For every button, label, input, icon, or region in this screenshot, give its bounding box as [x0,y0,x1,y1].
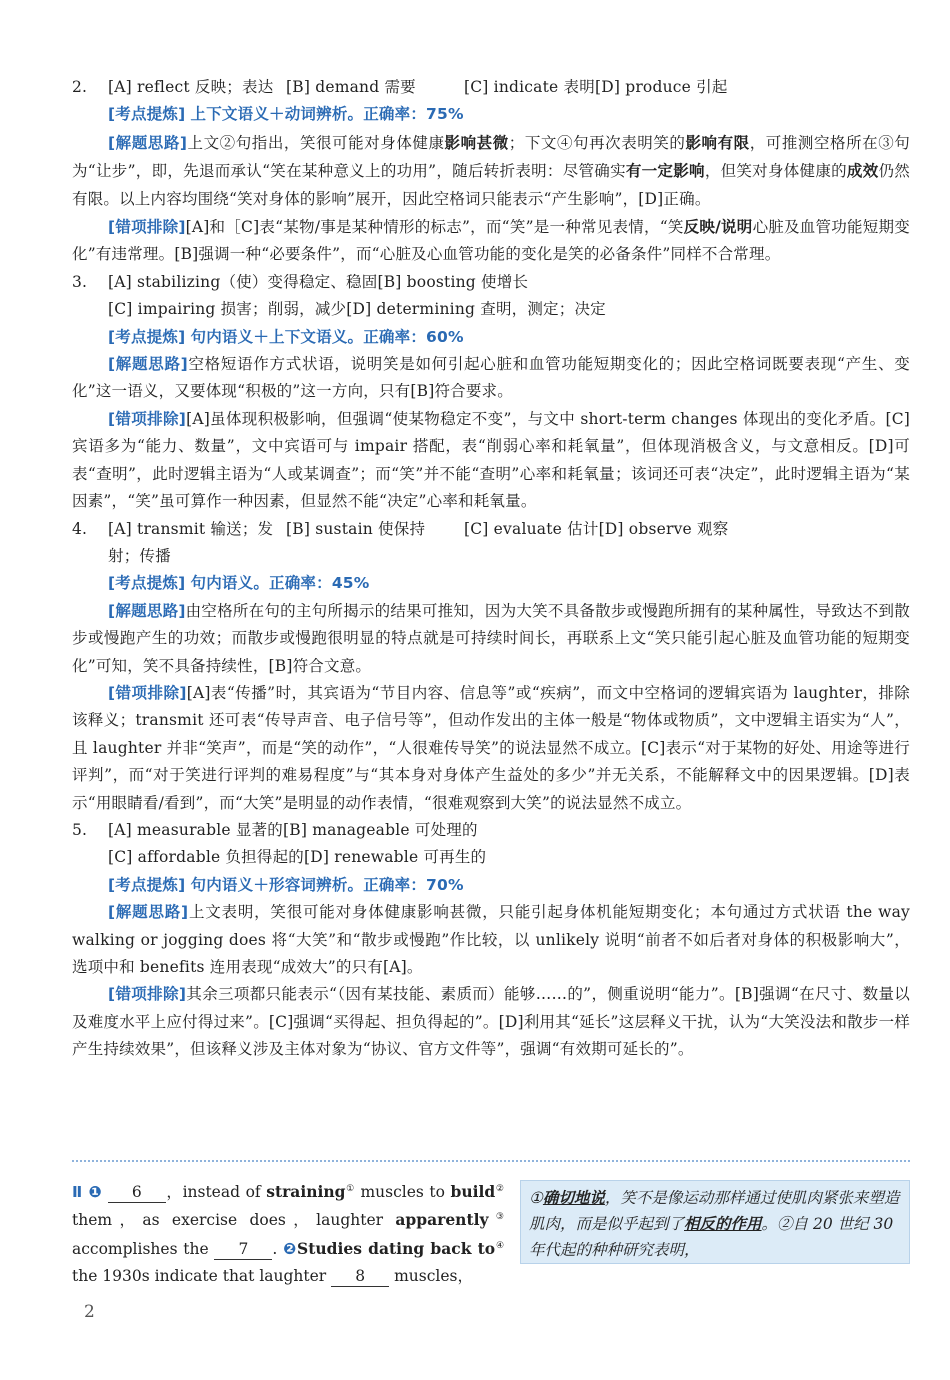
jieti-tag: [解题思路] [108,133,188,152]
footnote-mark: ① [345,1183,355,1194]
passage-text: ，instead of [165,1183,261,1201]
q3-option-a: [A] stabilizing（使）变得稳定、稳固 [108,272,378,291]
kaodian-tag: [考点提炼] [108,327,186,346]
keyword: straining [266,1182,346,1201]
note-text: 。②自 20 世纪 30 年代起的种种研究表明， [529,1215,894,1259]
q2-option-a: [A] reflect 反映；表达 [108,78,274,96]
q5-option-d: [D] renewable 可再生的 [303,848,487,867]
kaodian-tag: [考点提炼] [108,105,186,124]
q5-option-a: [A] measurable 显著的 [108,820,283,839]
q4-cuoxiang-text: [A]表“传播”时，其宾语为“节目内容、信息等”或“疾病”，而文中空格词的逻辑宾语为 laughter，排除该释义；transmit 还可表“传导声音、电子信号等”，但动作发出的主体一般是“物体或物质”，文中逻辑主语实为“人”，且 laughter 并非“笑声”，而是“笑的动作”，“人很难传导笑”的说法显然不成立。[C]表示“对于某物的好处、用途等进行评判”，而“对于笑进行评判的难易程度”与“其本身对身体产生益处的多少”并无关系，不能解释文中的因果逻辑。[D]表示“用眼睛看/看到”，而“大笑”是明显的动作表情，“很难观察到大笑”的说法显然不成立。 [72,683,910,812]
q2-option-c: [C] indicate 表明 [464,78,595,96]
q2-kaodian-text: 上下文语义＋动词辨析。正确率：75% [190,105,464,124]
passage-text: accomplishes the [72,1239,209,1258]
q5-cuoxiang [72,981,910,1063]
q4-option-b: [B] sustain 使保持 [286,519,426,538]
q5-kaodian-text: 句内语义＋形容词辨析。正确率：70% [190,875,464,894]
q5-option-c: [C] affordable 负担得起的 [108,848,304,867]
q3-number: 3. [72,272,88,291]
q4-options [72,516,910,571]
q3-option-b: [B] boosting 使增长 [377,272,529,291]
cuoxiang-tag: [错项排除] [108,985,187,1004]
q2-jieti-text: 上文②句指出，笑很可能对身体健康 [187,133,445,152]
q2-options [72,74,910,101]
q4-jieti-text: 由空格所在句的主句所揭示的结果可推知，因为大笑不具备散步或慢跑所拥有的某种属性，导致达不到散步或慢跑产生的功效；而散步或慢跑很明显的特点就是可持续时间长，再联系上文“笑只能引起心脏及血管功能的短期变化”可知，笑不具备持续性，[B]符合文意。 [72,601,910,675]
footnote-mark: ③ [488,1212,504,1223]
q5-number: 5. [72,820,88,839]
q2-jieti-bold: 成效 [846,161,879,181]
note-underlined: 相反的作用 [684,1214,762,1233]
q2-cuoxiang-text: 心脏及血管功能短期变化”有违常理。[B]强调一种“必要条件”，而“心脏及心血管功能的变化是笑的必备条件”同样不合常理。 [72,218,910,264]
q3-jieti [72,351,910,406]
keyword: Studies dating back to [297,1238,496,1258]
passage-text: muscles， [394,1267,473,1286]
blank-7[interactable]: 7 [214,1239,272,1260]
q2-jieti-text: ；下文④句再次表明笑的 [508,133,686,152]
sentence-marker-2: ❷ [283,1239,297,1258]
q3-options-row1 [72,269,910,296]
passage-text: muscles to [360,1183,445,1201]
q2-cuoxiang [72,213,910,269]
jieti-tag: [解题思路] [108,355,188,374]
q3-kaodian [72,324,910,351]
q2-jieti-bold: 影响有限 [685,132,750,152]
q5-options-row2 [72,844,910,871]
q2-number: 2. [72,78,88,96]
q2-option-d: [D] produce 引起 [594,78,728,96]
section-divider [72,1160,910,1162]
q2-option-b: [B] demand 需要 [286,78,416,96]
q2-jieti-text: 仍然有限。以上内容均围绕“笑对身体的影响”展开，因此空格词只能表示“产生影响”，[D]正确。 [72,162,910,208]
passage-text: them，as exercise does，laughter [72,1211,384,1230]
q4-option-c: [C] evaluate 估计 [464,519,599,538]
q2-jieti-bold: 影响甚微 [444,132,509,152]
q4-option-a: [A] transmit 输送；发射；传播 [108,519,274,565]
jieti-tag: [解题思路] [108,601,186,620]
q2-jieti-text: ，可推测空格所在③句为“让步”，即，先退而承认“笑在某种意义上的功用”，随后转折表明：尽管确实 [72,133,910,181]
kaodian-tag: [考点提炼] [108,574,186,593]
q5-kaodian [72,872,910,899]
cuoxiang-tag: [错项排除] [108,218,186,237]
q3-option-c: [C] impairing 损害；削弱，减少 [108,300,347,319]
q5-jieti-text: 上文表明，笑很可能对身体健康影响甚微，只能引起身体机能短期变化；本句通过方式状语 the way walking or jogging does 将“大笑”和“散步或慢跑”作比较，以 unlikely 说明“前者不如后者对身体的积极影响大”，选项中和 benefits 连用表现“成效大”的只有[A]。 [72,903,910,976]
q5-jieti [72,899,910,981]
q2-cuoxiang-bold: 反映/说明 [683,217,753,237]
keyword: apparently [395,1210,489,1230]
q3-cuoxiang [72,406,910,516]
footnote-mark: ④ [495,1240,505,1251]
q3-jieti-text: 空格短语作方式状语，说明笑是如何引起心脏和血管功能短期变化的；因此空格词既要表现“产生、变化”这一语义，又要体现“积极的”这一方向，只有[B]符合要求。 [72,355,910,401]
kaodian-tag: [考点提炼] [108,875,186,894]
q5-cuoxiang-text: 其余三项都只能表示“（因有某技能、素质而）能够……的”，侧重说明“能力”。[B]强调“在尺寸、数量以及难度水平上应付得过来”。[C]强调“买得起、担负得起的”。[D]利用其“延长”这层释义干扰，认为“大笑没法和散步一样产生持续效果”，但该释义涉及主体对象为“协议、官方文件等”，强调“有效期可延长的”。 [72,985,911,1059]
q3-options-row2 [72,296,910,323]
jieti-tag: [解题思路] [108,903,189,922]
q4-kaodian-text: 句内语义。正确率：45% [190,574,370,593]
q2-cuoxiang-text: [A]和［C]表“某物/事是某种情形的标志”，而“笑”是一种常见表情，“笑 [185,218,684,237]
keyword: build [450,1182,496,1201]
q2-jieti [72,129,910,213]
cuoxiang-tag: [错项排除] [108,409,187,428]
blank-6[interactable]: 6 [108,1182,166,1203]
q4-kaodian [72,570,910,597]
q4-jieti [72,598,910,680]
translation-note-box [520,1180,910,1264]
q5-option-b: [B] manageable 可处理的 [283,820,478,839]
q4-number: 4. [72,519,88,538]
section-roman-numeral: Ⅱ [72,1183,83,1201]
sentence-marker-1: ❶ [88,1183,103,1201]
blank-8[interactable]: 8 [331,1266,389,1287]
note-text: ，笑不是像运动那样通过使肌肉紧张来塑造肌肉，而是似乎起到了 [529,1189,900,1233]
footnote-mark: ② [495,1183,504,1194]
q2-jieti-bold: 有一定影响 [625,161,705,181]
cuoxiang-tag: [错项排除] [108,683,187,702]
q4-option-d: [D] observe 观察 [598,519,729,538]
answer-explanations [72,74,910,1064]
q5-options-row1 [72,817,910,844]
note-marker: ① [529,1189,543,1207]
q2-kaodian [72,101,910,128]
page-number: 2 [84,1302,95,1322]
q3-kaodian-text: 句内语义＋上下文语义。正确率：60% [190,327,464,346]
passage-text: the 1930s indicate that laughter [72,1267,327,1286]
q2-jieti-text: ，但笑对身体健康的 [704,162,847,181]
q3-option-d: [D] determining 查明，测定；决定 [346,300,606,319]
passage-section-2: Ⅱ ❶ 6 ，instead of straining① muscles to build② them，as exercise does，laughter apparently③ accomplishes the 7 . ❷Studies dating back to④ the 1930s indicate that laughter 8 muscles， [72,1182,505,1286]
q3-cuoxiang-text: [A]虽体现积极影响，但强调“使某物稳定不变”，与文中 short-term changes 体现出的变化矛盾。[C]宾语多为“能力、数量”，文中宾语可与 impair 搭配，表“削弱心率和耗氧量”，但体现消极含义，与文意相反。[D]可表“查明”，此时逻辑主语为“人或某调查”；而“笑”并不能“查明”心率和耗氧量；该词还可表“决定”，此时逻辑主语为“某因素”，“笑”虽可算作一种因素，但显然不能“决定”心率和耗氧量。 [72,409,911,511]
q4-cuoxiang [72,680,910,817]
note-underlined: 确切地说 [542,1188,605,1207]
spacer [72,844,108,871]
spacer [72,296,108,323]
